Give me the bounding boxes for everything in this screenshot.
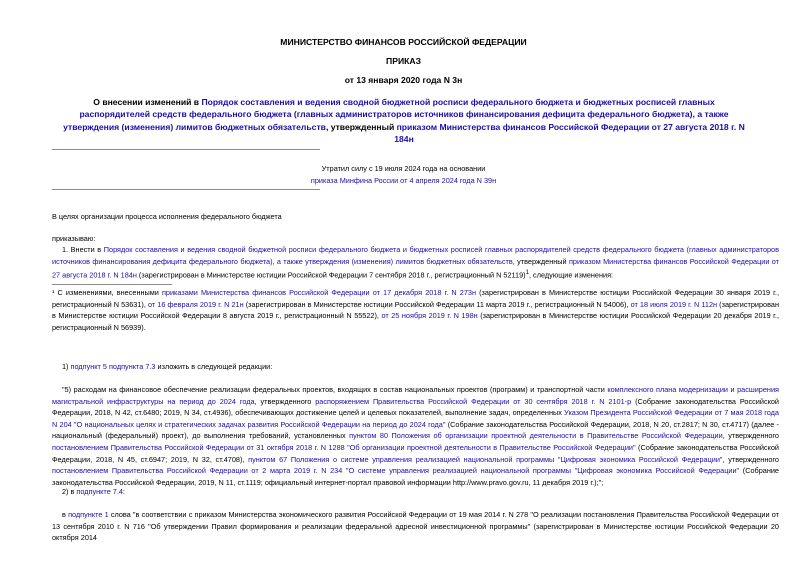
divider xyxy=(52,149,320,150)
regulation-link[interactable]: пунктом 67 Положения о системе управления реализацией национальной программы "Цифровая экономика Российской Федерации" xyxy=(248,454,723,464)
subclause-link[interactable]: подпункт 5 подпункта 7.3 xyxy=(70,362,156,371)
purpose-text: В целях организации процесса исполнения федерального бюджета xyxy=(52,212,282,221)
footnote-mark: ¹ xyxy=(52,288,55,297)
footnote: ¹ С изменениями, внесенными приказами Министерства финансов Российской Федерации от 17 декабря 2018 г. N 273н (зарегистрирован в Министерстве юстиции Российской Федерации 30 января 2019 г., регистрационный N 53631), от 16 февраля 2019 г. N 21н (зарегистрирован в Министерстве юстиции Российской Федерации 11 марта 2019 г., регистрационный N 54006), от 18 июля 2019 г. N 112н (зарегистрирован в Министерстве юстиции Российской Федерации 8 августа 2019 г., регистрационный N 55522), от 25 ноября 2019 г. N 198н (зарегистрирован в Министерстве юстиции Российской Федерации 20 декабря 2019 г., регистрационный N 56939). xyxy=(52,288,779,332)
footnote-divider xyxy=(52,284,172,285)
title-text: , утвержденный xyxy=(325,121,397,132)
procedure-link[interactable]: Порядок составления и ведения сводной бюджетной росписи федерального бюджета и бюджетных росписей главных распорядителей средств федерального бюджета (главных администраторов источников финансирования дефицита федерального бюджета), а также утверждения (изменения) лимитов бюджетных обязательств xyxy=(63,97,729,132)
repeal-order-link[interactable]: приказа Минфина России от 4 апреля 2024 года N 39н xyxy=(310,176,497,185)
amending-order-link[interactable]: от 25 ноября 2019 г. N 198н xyxy=(381,311,478,321)
presidential-decree-link[interactable]: Указом Президента Российской Федерации от 7 мая 2018 года N 204 "О национальных целях и стратегических задачах развития Российской Федерации на период до 2024 года" xyxy=(52,408,779,429)
footnote-mark: 1 xyxy=(525,269,529,277)
item-2-text: в подпункте 1 слова "в соответствии с приказом Министерства экономического развития Российской Федерации от 19 мая 2014 г. N 278 "О реализации постановления Правительства Российской Федерации от 13 сентября 2010 г. N 716 "Об утверждении Правил формирования и реализации федеральной адресной инвестиционной программы" (зарегистрирован в Министерстве юстиции Российской Федерации 20 октября 2014 xyxy=(52,510,779,543)
document-type: ПРИКАЗ xyxy=(386,56,421,66)
decree-link[interactable]: распоряжением Правительства Российской Федерации от 30 сентября 2018 г. N 2101-р xyxy=(315,396,632,406)
procedure-link[interactable]: Порядок составления и ведения сводной бюджетной росписи федерального бюджета и бюджетных росписей главных распорядителей средств федерального бюджета (главных администраторов источников финансирования дефицита федерального бюджета), а также утверждения (изменения) лимитов бюджетных обязательств xyxy=(52,245,779,266)
item-2: 2) в подпункте 7.4: xyxy=(62,487,125,496)
item-1: 1) подпункт 5 подпункта 7.3 изложить в следующей редакции: xyxy=(62,362,273,371)
amending-order-link[interactable]: от 18 июля 2019 г. N 112н xyxy=(630,299,718,309)
resolution-link[interactable]: постановлением Правительства Российской Федерации от 2 марта 2019 г. N 234 "О системе управления реализацией национальной программы "Цифровая экономика Российской Федерации" xyxy=(52,466,740,476)
status-text: Утратил силу с 19 июля 2024 года на основании xyxy=(321,164,486,173)
amending-order-link[interactable]: от 16 февраля 2019 г. N 21н xyxy=(147,299,244,309)
divider xyxy=(52,189,320,190)
paragraph-1: 1. Внести в Порядок составления и ведения сводной бюджетной росписи федерального бюджета и бюджетных росписей главных распорядителей средств федерального бюджета (главных администраторов источников финансирования дефицита федерального бюджета), а также утверждения (изменения) лимитов бюджетных обязательств, утвержденный приказом Министерства финансов Российской Федерации от 27 августа 2018 г. N 184н (зарегистрирован в Министерстве юстиции Российской Федерации 7 сентября 2018 г., регистрационный N 52119)$^1$, следующие изменения: xyxy=(52,245,779,280)
quoted-text: "5) расходам на финансовое обеспечение реализации федеральных проектов, входящих в состав национальных проектов (программ) и транспортной части комплексного плана модернизации и расширения магистральной инфраструктуры на период до 2024 года, утвержденного распоряжением Правительства Российской Федерации от 30 сентября 2018 г. N 2101-р (Собрание законодательства Российской Федерации, 2018, N 42, ст.6480; 2019, N 34, ст.4936), обеспечивающих достижение целей и целевых показателей, выполнение задач, определенных Указом Президента Российской Федерации от 7 мая 2018 года N 204 "О национальных целях и стратегических задачах развития Российской Федерации на период до 2024 года" (Собрание законодательства Российской Федерации, 2018, N 20, ст.2817; N 30, ст.4717) (далее - национальный (федеральный) проект), до выполнения требований, установленных пунктом 80 Положения об организации проектной деятельности в Правительстве Российской Федерации, утвержденного постановлением Правительства Российской Федерации от 31 октября 2018 г. N 1288 "Об организации проектной деятельности в Правительстве Российской Федерации" (Собрание законодательства Российской Федерации, 2018, N 45, ст.6947; 2019, N 32, ст.4708), пунктом 67 Положения о системе управления реализацией национальной программы "Цифровая экономика Российской Федерации", утвержденного постановлением Правительства Российской Федерации от 2 марта 2019 г. N 234 "О системе управления реализацией национальной программы "Цифровая экономика Российской Федерации" (Собрание законодательства Российской Федерации, 2019, N 11, ст.1119; официальный интернет-портал правовой информации http://www.pravo.gov.ru, 11 декабря 2019 г.);"; xyxy=(52,385,779,487)
plan-link[interactable]: комплексного плана модернизации и расширения магистральной инфраструктуры на период до 2024 года xyxy=(52,385,779,406)
regulation-link[interactable]: пунктом 80 Положения об организации проектной деятельности в Правительстве Российской Федерации xyxy=(349,431,723,441)
document-date: от 13 января 2020 года N 3н xyxy=(344,75,463,85)
order-text: приказываю: xyxy=(52,234,96,243)
document-title xyxy=(60,96,748,146)
resolution-link[interactable]: постановлением Правительства Российской Федерации от 31 октября 2018 г. N 1288 "Об организации проектной деятельности в Правительстве Российской Федерации" xyxy=(52,442,636,452)
amending-order-link[interactable]: приказами Министерства финансов Российской Федерации от 17 декабря 2018 г. N 273н xyxy=(161,288,477,297)
ministry-name: МИНИСТЕРСТВО ФИНАНСОВ РОССИЙСКОЙ ФЕДЕРАЦИИ xyxy=(280,37,527,47)
subclause-link[interactable]: подпункте 1 xyxy=(68,510,109,519)
order-184n-link[interactable]: приказом Министерства финансов Российской Федерации от 27 августа 2018 г. N 184н xyxy=(52,256,779,280)
subclause-link[interactable]: подпункте 7.4 xyxy=(76,487,123,496)
title-text: О внесении изменений в xyxy=(93,97,202,107)
order-184n-link[interactable]: приказом Министерства финансов Российской Федерации от 27 августа 2018 г. N 184н xyxy=(394,121,745,145)
